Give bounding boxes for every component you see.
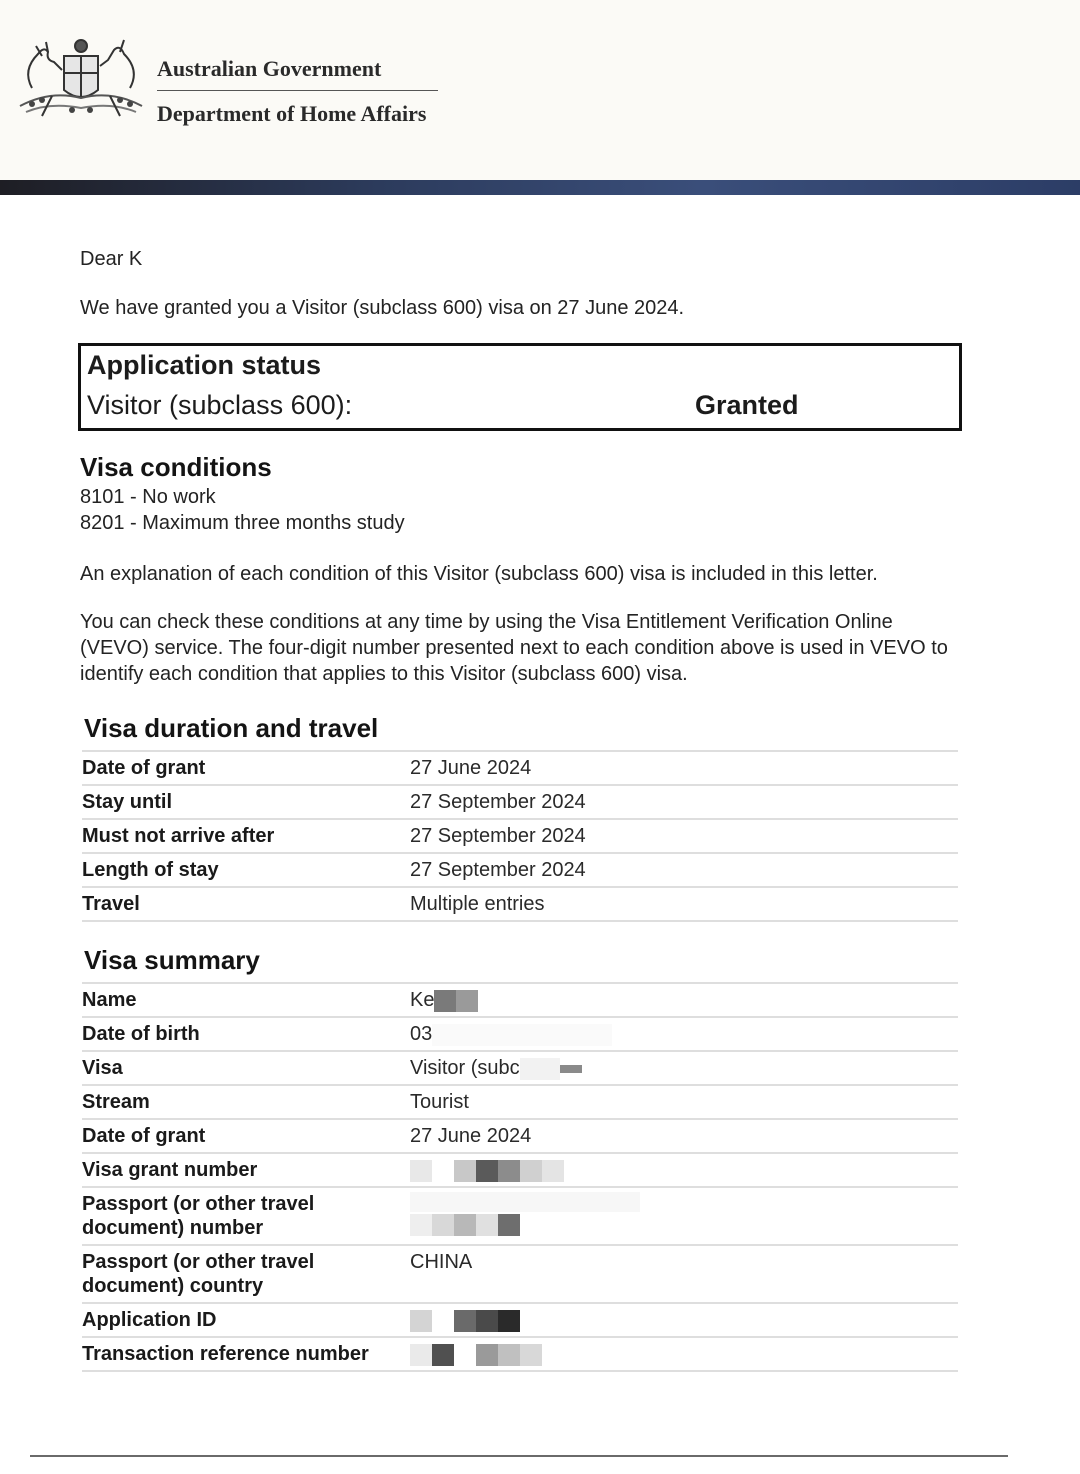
redaction-block bbox=[410, 1160, 432, 1182]
table-row bbox=[82, 1187, 958, 1245]
redaction-block bbox=[520, 1344, 542, 1366]
redaction-block bbox=[498, 1344, 520, 1366]
redaction-block bbox=[498, 1310, 520, 1332]
redaction-block bbox=[432, 1214, 454, 1236]
redaction-block bbox=[434, 990, 456, 1012]
redaction-block bbox=[520, 1058, 560, 1080]
duration-table bbox=[82, 750, 958, 922]
row-value: 27 June 2024 bbox=[410, 1119, 958, 1153]
row-label: Stream bbox=[82, 1085, 410, 1119]
government-title bbox=[157, 54, 438, 129]
row-value: 03 bbox=[410, 1023, 433, 1045]
table-row bbox=[82, 1085, 958, 1119]
redaction-block bbox=[542, 1160, 564, 1182]
row-label: Travel bbox=[82, 887, 410, 921]
letterhead bbox=[0, 0, 1080, 180]
row-label: Must not arrive after bbox=[82, 819, 410, 853]
row-value: CHINA bbox=[410, 1245, 958, 1303]
redaction-block bbox=[476, 1160, 498, 1182]
redaction-block bbox=[454, 1310, 476, 1332]
redaction-block bbox=[410, 1344, 432, 1366]
table-row bbox=[82, 887, 958, 921]
table-row bbox=[82, 1119, 958, 1153]
australian-government-label: Australian Government bbox=[157, 54, 438, 91]
table-row bbox=[82, 853, 958, 887]
table-row bbox=[82, 819, 958, 853]
redaction-block bbox=[498, 1160, 520, 1182]
table-row bbox=[82, 1337, 958, 1371]
status-visa-label: Visitor (subclass 600): bbox=[87, 390, 353, 420]
row-label: Passport (or other travel document) country bbox=[82, 1245, 410, 1303]
redaction-block bbox=[476, 1344, 498, 1366]
condition-item: 8201 - Maximum three months study bbox=[80, 512, 405, 534]
summary-heading: Visa summary bbox=[84, 945, 260, 975]
duration-heading: Visa duration and travel bbox=[84, 713, 379, 743]
row-label: Visa grant number bbox=[82, 1153, 410, 1187]
footer-divider bbox=[30, 1455, 1008, 1457]
redaction-block bbox=[476, 1310, 498, 1332]
redaction-block bbox=[454, 1160, 476, 1182]
conditions-heading: Visa conditions bbox=[80, 452, 272, 482]
redaction-block bbox=[432, 1344, 454, 1366]
redaction-block bbox=[432, 1024, 612, 1046]
row-label: Transaction reference number bbox=[82, 1337, 410, 1371]
row-label: Date of birth bbox=[82, 1017, 410, 1051]
table-row bbox=[82, 751, 958, 785]
row-value: 27 September 2024 bbox=[410, 819, 958, 853]
coat-of-arms-icon bbox=[12, 26, 150, 130]
table-row bbox=[82, 1303, 958, 1337]
redaction-block bbox=[410, 1192, 640, 1212]
redaction-gap bbox=[454, 1344, 476, 1366]
application-status-box bbox=[78, 343, 962, 431]
row-label: Passport (or other travel document) number bbox=[82, 1187, 410, 1245]
table-row bbox=[82, 785, 958, 819]
status-value: Granted bbox=[695, 390, 799, 420]
table-row bbox=[82, 1153, 958, 1187]
row-label: Length of stay bbox=[82, 853, 410, 887]
redaction-block bbox=[410, 1214, 432, 1236]
row-label: Visa bbox=[82, 1051, 410, 1085]
summary-table bbox=[82, 982, 958, 1372]
redaction-gap bbox=[432, 1310, 454, 1332]
redaction-block bbox=[456, 990, 478, 1012]
row-label: Date of grant bbox=[82, 1119, 410, 1153]
conditions-explanation: An explanation of each condition of this Visitor (subclass 600) visa is included in this letter. bbox=[80, 563, 878, 585]
status-title: Application status bbox=[87, 350, 322, 380]
department-label: Department of Home Affairs bbox=[157, 101, 427, 126]
redaction-block bbox=[560, 1065, 582, 1073]
row-value: Tourist bbox=[410, 1085, 958, 1119]
row-value: 27 September 2024 bbox=[410, 853, 958, 887]
table-row bbox=[82, 1017, 958, 1051]
redaction-block bbox=[520, 1160, 542, 1182]
grant-sentence: We have granted you a Visitor (subclass 600) visa on 27 June 2024. bbox=[80, 297, 685, 319]
table-row bbox=[82, 1245, 958, 1303]
condition-item: 8101 - No work bbox=[80, 486, 216, 508]
vevo-note: You can check these conditions at any time by using the Visa Entitlement Verification Online (VEVO) service. The four-digit number presented next to each condition above is used in VEVO to identify each condition that applies to this Visitor (subclass 600) visa. bbox=[80, 611, 948, 685]
redaction-gap bbox=[432, 1160, 454, 1182]
table-row bbox=[82, 983, 958, 1017]
row-label: Application ID bbox=[82, 1303, 410, 1337]
redaction-block bbox=[476, 1214, 498, 1236]
table-row bbox=[82, 1051, 958, 1085]
redaction-block bbox=[410, 1310, 432, 1332]
row-label: Name bbox=[82, 983, 410, 1017]
header-band bbox=[0, 180, 1080, 195]
row-label: Stay until bbox=[82, 785, 410, 819]
row-value: Multiple entries bbox=[410, 887, 958, 921]
redaction-block bbox=[498, 1214, 520, 1236]
salutation: Dear K bbox=[80, 248, 143, 270]
row-value: Ke bbox=[410, 989, 435, 1011]
row-value: 27 September 2024 bbox=[410, 785, 958, 819]
row-value: 27 June 2024 bbox=[410, 751, 958, 785]
row-value: Visitor (subc bbox=[410, 1057, 520, 1079]
row-label: Date of grant bbox=[82, 751, 410, 785]
redaction-block bbox=[454, 1214, 476, 1236]
